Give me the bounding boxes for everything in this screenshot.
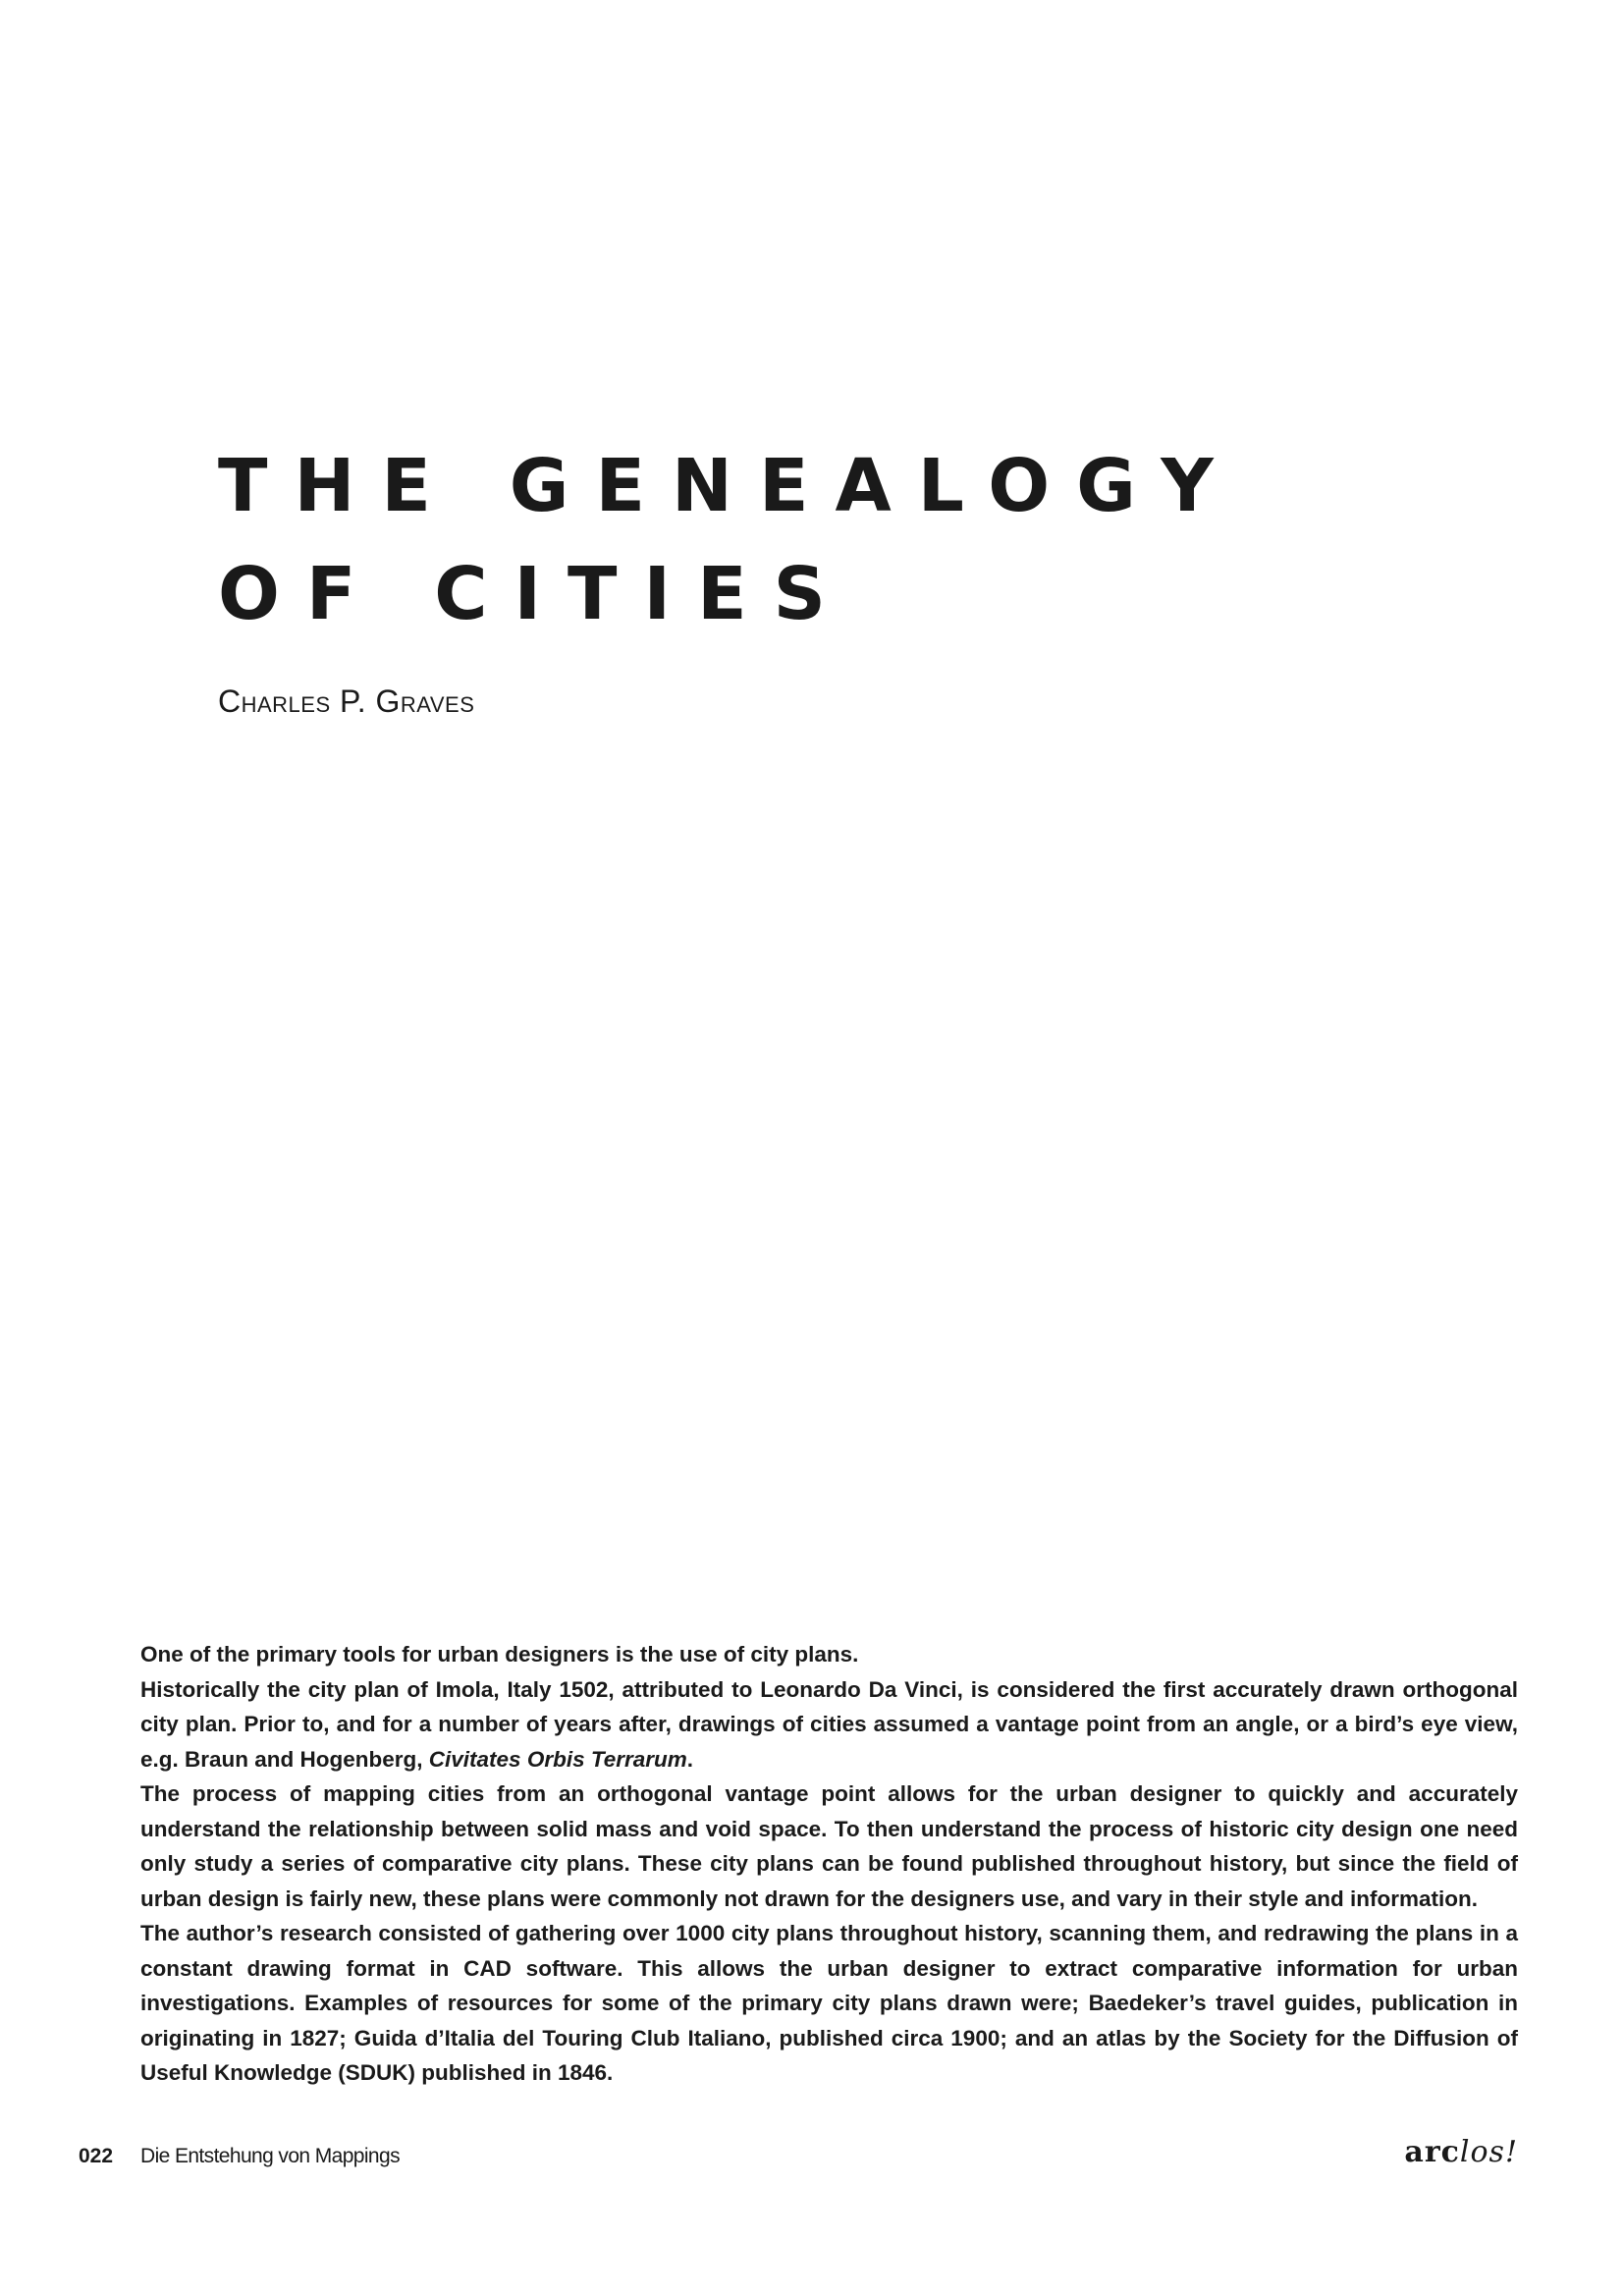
running-title: Die Entstehung von Mappings (140, 2145, 400, 2167)
article-body (140, 1637, 1518, 2091)
body-paragraph-3: The process of mapping cities from an orthogonal vantage point allows for the urban designer to quickly and accurately understand the relationship between solid mass and void space. To then understand the process of historic city design one need only study a series of comparative city plans. These city plans can be found published throughout history, but since the field of urban design is fairly new, these plans were commonly not drawn for the designers use, and vary in their style and information. (140, 1781, 1518, 1911)
article-title (218, 432, 1240, 648)
body-paragraph-2-citation: Civitates Orbis Terrarum (428, 1746, 687, 1772)
publisher-logo-bold: arc (1404, 2135, 1460, 2169)
article-title-line-2: OF CITIES (218, 552, 852, 636)
page-number: 022 (79, 2145, 114, 2167)
publisher-logo (1404, 2135, 1518, 2169)
body-paragraph-2-end: . (686, 1746, 694, 1772)
body-paragraph-4: The author’s research consisted of gathering over 1000 city plans throughout history, scanning them, and redrawing the plans in a constant drawing format in CAD software. This allows the urban designer to extract comparative information for urban investigations. Examples of resources for some of the primary city plans drawn were; Baedeker’s travel guides, publication in originating in 1827; Guida d’Italia del Touring Club Italiano, published circa 1900; and an atlas by the Society for the Diffusion of Useful Knowledge (SDUK) published in 1846. (140, 1921, 1518, 2085)
body-paragraph-1: One of the primary tools for urban designers is the use of city plans. (140, 1642, 859, 1667)
publisher-logo-italic: los! (1459, 2135, 1518, 2169)
body-paragraph-2-text: Historically the city plan of Imola, Italy 1502, attributed to Leonardo Da Vinci, is considered the first accurately drawn orthogonal city plan. Prior to, and for a number of years after, drawings of cities assumed a vantage point from an angle, or a bird’s eye view, e.g. Braun and Hogenberg, (140, 1676, 1518, 1772)
body-paragraph-2 (140, 1672, 1518, 1777)
article-author: Charles P. Graves (218, 683, 475, 719)
article-title-line-1: THE GENEALOGY (218, 444, 1240, 528)
